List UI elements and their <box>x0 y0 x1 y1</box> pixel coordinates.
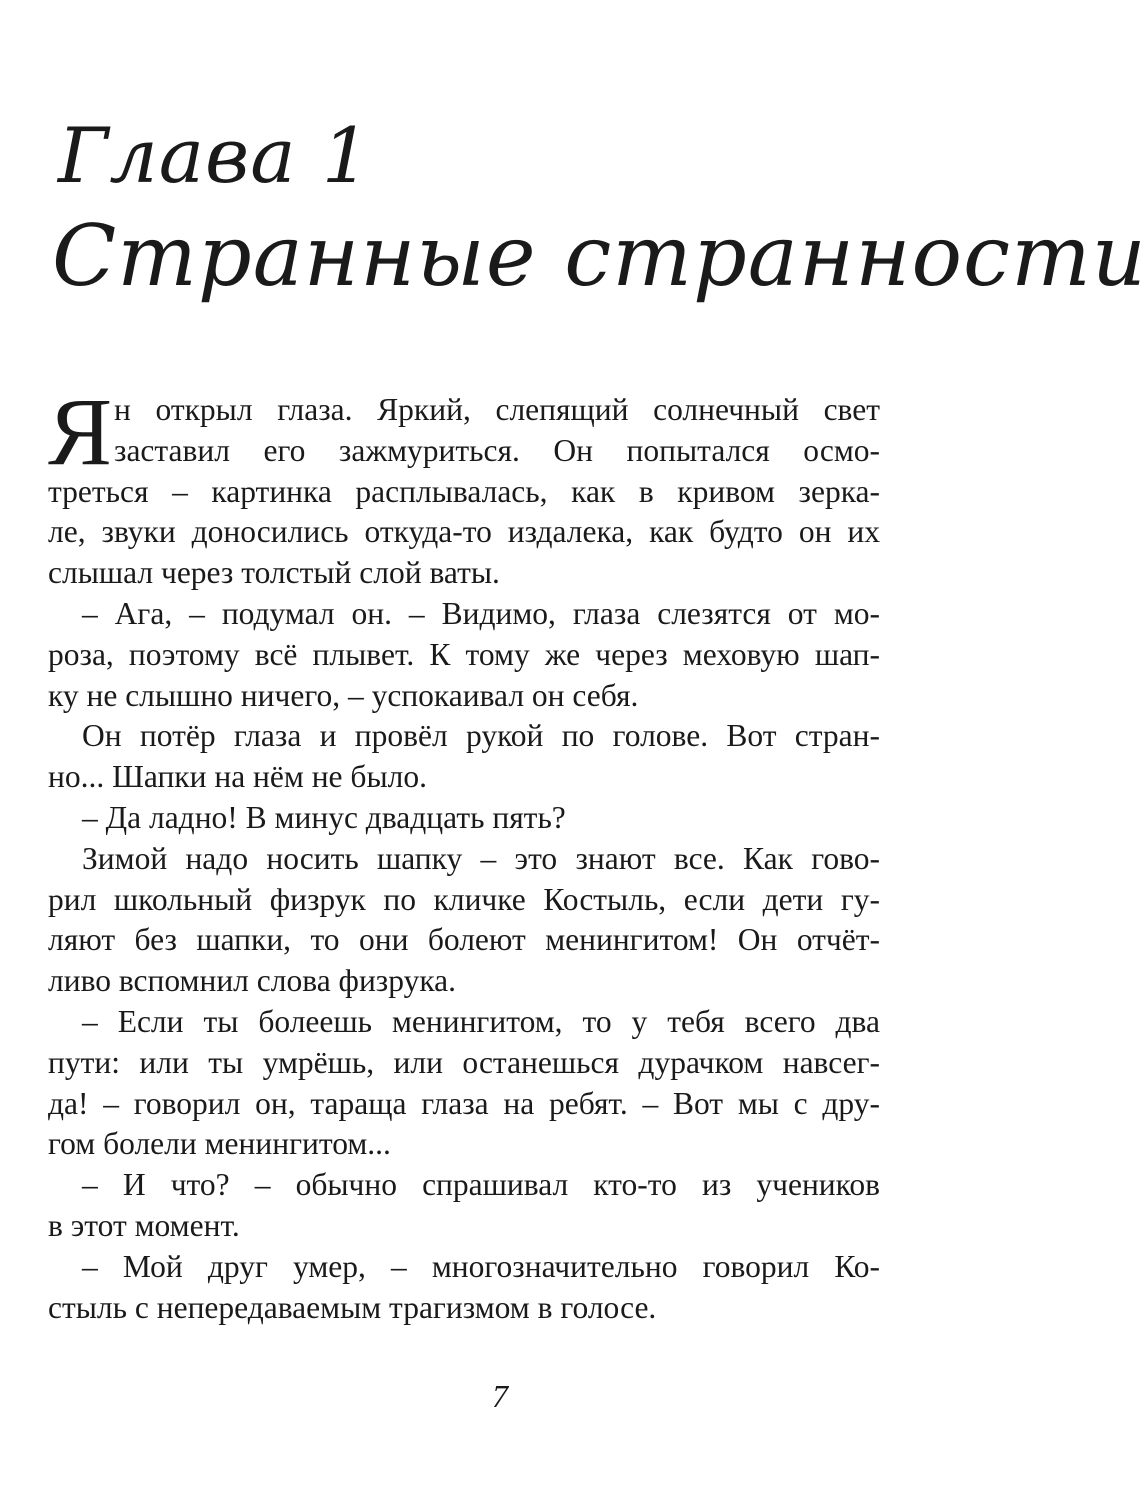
text-line: – Ага, – подумал он. – Видимо, глаза слезятся от мо- <box>82 595 880 631</box>
text-line: – Да ладно! В минус двадцать пять? <box>82 799 566 835</box>
text-line: ливо вспомнил слова физрука. <box>48 963 457 999</box>
text-line: – Мой друг умер, – многозначительно говорил Ко- <box>82 1248 880 1284</box>
text-line: рил школьный физрук по кличке Костыль, если дети гу- <box>48 881 880 917</box>
text-line: да! – говорил он, тараща глаза на ребят. – Вот мы с дру- <box>48 1085 880 1121</box>
text-line: Он потёр глаза и провёл рукой по голове. Вот стран- <box>82 718 880 754</box>
text-line: роза, поэтому всё плывет. К тому же через меховую шап- <box>48 636 880 672</box>
text-line: треться – картинка расплывалась, как в кривом зерка- <box>48 473 880 509</box>
text-line: стыль с непередаваемым трагизмом в голосе. <box>48 1289 657 1325</box>
text-line: в этот момент. <box>48 1207 240 1243</box>
text-line: но... Шапки на нём не было. <box>48 759 427 795</box>
chapter-body <box>48 378 880 1328</box>
text-line: ку не слышно ничего, – успокаивал он себя. <box>48 677 639 713</box>
text-line: н открыл глаза. Яркий, слепящий солнечный свет <box>114 392 880 427</box>
text-line: пути: или ты умрёшь, или останешься дурачком навсег- <box>48 1044 880 1080</box>
text-line: Зимой надо носить шапку – это знают все. Как гово- <box>82 840 880 876</box>
chapter-title: Странные странности <box>52 207 1147 305</box>
text-line: заставил его зажмуриться. Он попытался осмо- <box>114 432 880 468</box>
text-line: гом болели менингитом... <box>48 1126 391 1162</box>
text-line: ляют без шапки, то они болеют менингитом! Он отчёт- <box>48 922 880 958</box>
text-line: слышал через толстый слой ваты. <box>48 555 500 591</box>
drop-cap: Я <box>48 378 113 485</box>
text-line: – Если ты болеешь менингитом, то у тебя всего два <box>82 1003 880 1039</box>
text-line: ле, звуки доносились откуда-то издалека, как будто он их <box>48 514 880 550</box>
page-number: 7 <box>492 1378 508 1414</box>
chapter-number: Глава 1 <box>58 111 372 200</box>
text-line: – И что? – обычно спрашивал кто-то из учеников <box>82 1167 880 1203</box>
